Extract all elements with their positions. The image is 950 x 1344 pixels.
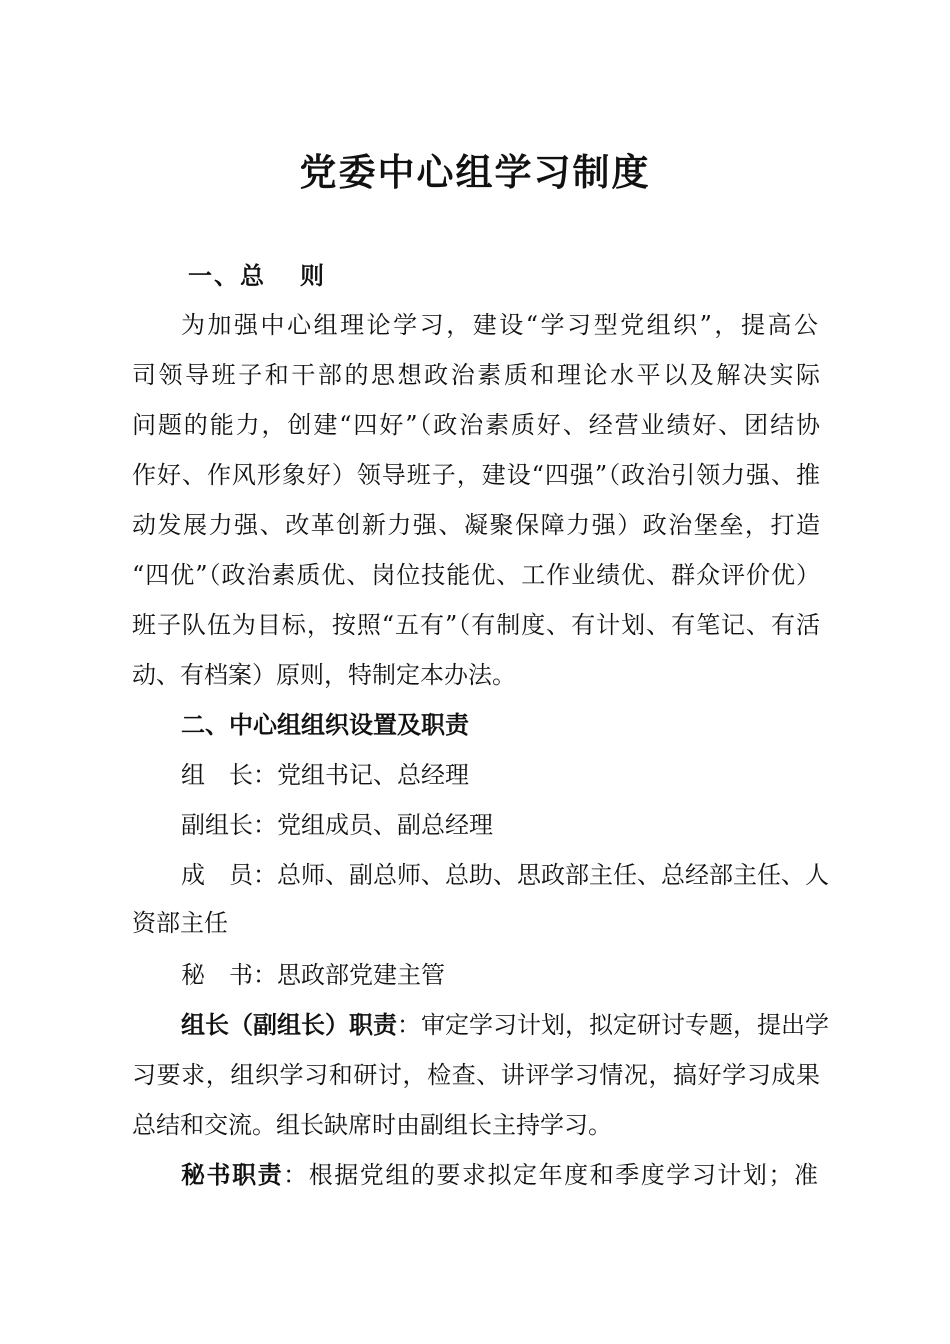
paragraph-line: 问题的能力，创建“四好”（政治素质好、经营业绩好、团结协: [132, 411, 820, 439]
document-title: 党委中心组学习制度: [299, 150, 651, 194]
section2-heading: 二、中心组组织设置及职责: [181, 710, 469, 739]
leader-value: 党组书记、总经理: [277, 761, 469, 789]
member-value-continued: 资部主任: [132, 909, 228, 937]
secretary-duty-text: ：根据党组的要求拟定年度和季度学习计划；准: [283, 1161, 819, 1189]
section1-heading: [188, 259, 326, 293]
paragraph-line: 为加强中心组理论学习，建设“学习型党组织”，提高公: [181, 311, 818, 339]
section1-heading-part-b: 则: [300, 261, 326, 290]
leader-duty-label: 组长（副组长）职责: [181, 1010, 397, 1039]
leader-row: [181, 758, 469, 792]
paragraph-line: 作好、作风形象好）领导班子，建设“四强”（政治引领力强、推: [132, 461, 820, 489]
leader-label-a: 组: [181, 761, 205, 789]
deputy-label: 副组长：: [181, 811, 277, 839]
leader-duty-line: [181, 1008, 829, 1042]
deputy-value: 党组成员、副总经理: [277, 811, 493, 839]
leader-duty-line: 总结和交流。组长缺席时由副组长主持学习。: [132, 1111, 612, 1139]
member-label-b: 员：: [229, 861, 277, 889]
paragraph-line: “四优”（政治素质优、岗位技能优、工作业绩优、群众评价优）: [132, 561, 820, 589]
leader-label-b: 长：: [229, 761, 277, 789]
section1-heading-part-a: 一、总: [188, 261, 266, 290]
secretary-duty-line: [181, 1158, 818, 1192]
secretary-label-b: 书：: [229, 961, 277, 989]
deputy-row: [181, 808, 493, 842]
secretary-duty-label: 秘书职责: [181, 1160, 284, 1189]
member-value: 总师、副总师、总助、思政部主任、总经部主任、人: [277, 861, 829, 889]
secretary-label-a: 秘: [181, 961, 205, 989]
secretary-row: [181, 958, 445, 992]
paragraph-line: 司领导班子和干部的思想政治素质和理论水平以及解决实际: [132, 361, 820, 389]
leader-duty-line: 习要求，组织学习和研讨，检查、讲评学习情况，搞好学习成果: [132, 1061, 820, 1089]
paragraph-line: 动、有档案）原则，特制定本办法。: [132, 661, 516, 689]
member-row: [181, 858, 829, 892]
secretary-value: 思政部党建主管: [277, 961, 445, 989]
member-label-a: 成: [181, 861, 205, 889]
leader-duty-text: ：审定学习计划，拟定研讨专题，提出学: [397, 1011, 829, 1039]
paragraph-line: 班子队伍为目标，按照“五有”（有制度、有计划、有笔记、有活: [132, 611, 820, 639]
paragraph-line: 动发展力强、改革创新力强、凝聚保障力强）政治堡垒，打造: [132, 511, 820, 539]
